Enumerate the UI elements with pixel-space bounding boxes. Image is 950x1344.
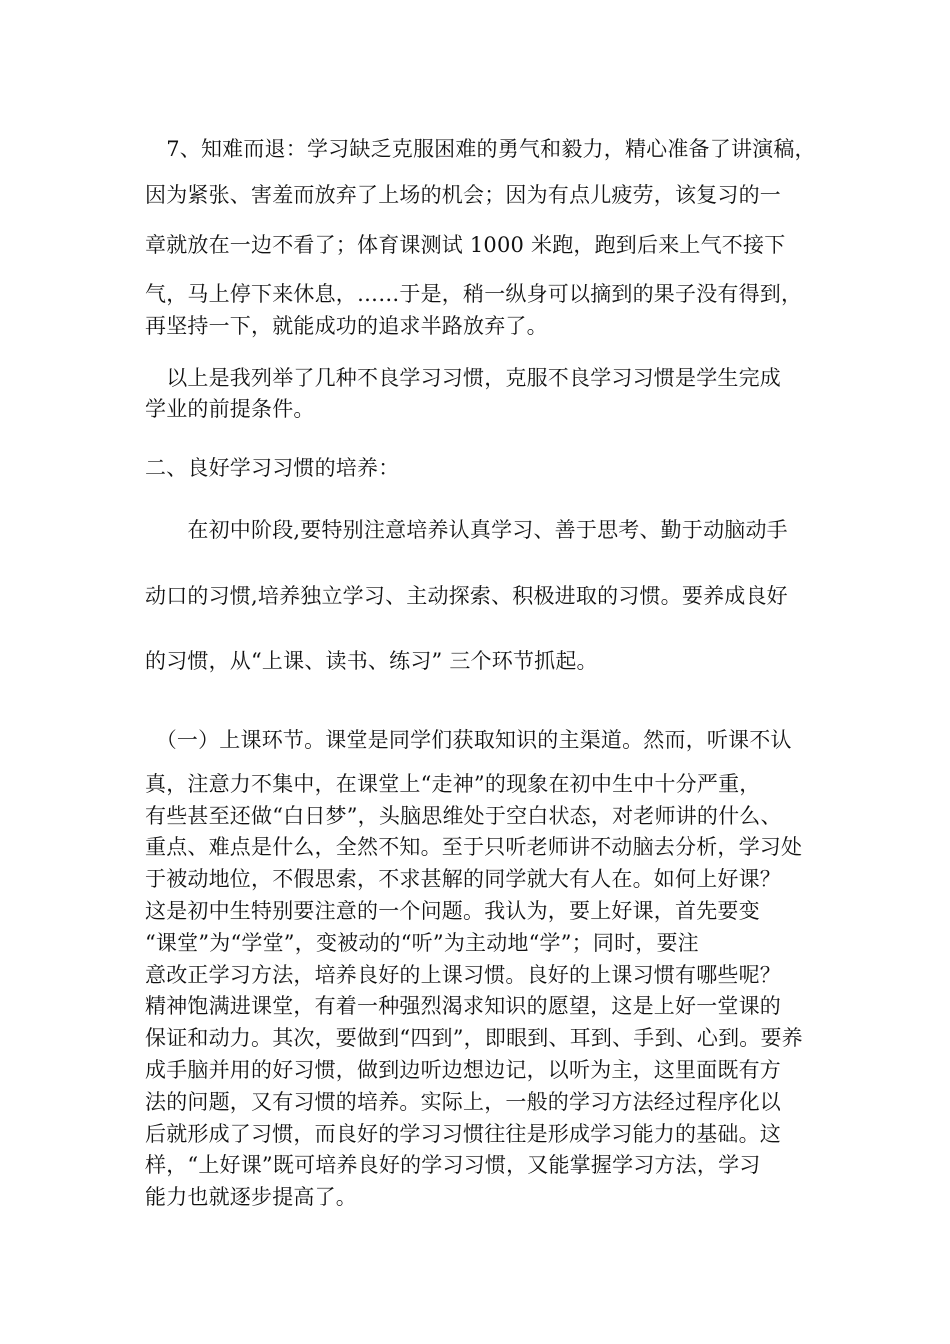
paragraph-line: 7、知难而退：学习缺乏克服困难的勇气和毅力，精心准备了讲演稿，: [145, 137, 816, 161]
paragraph-line: 法的问题，又有习惯的培养。实际上，一般的学习方法经过程序化以: [145, 1090, 781, 1114]
paragraph-line: 再坚持一下，就能成功的追求半路放弃了。: [145, 314, 548, 338]
paragraph-line: 成手脑并用的好习惯，做到边听边想边记，以听为主，这里面既有方: [145, 1058, 781, 1082]
paragraph-line: 学业的前提条件。: [145, 397, 315, 421]
paragraph-line: 能力也就逐步提高了。: [145, 1185, 357, 1209]
paragraph-line: 真，注意力不集中，在课堂上“走神”的现象在初中生中十分严重，: [145, 772, 761, 796]
paragraph-line: 意改正学习方法，培养良好的上课习惯。良好的上课习惯有哪些呢？: [145, 963, 781, 987]
paragraph-line: 精神饱满进课堂，有着一种强烈渴求知识的愿望，这是上好一堂课的: [145, 994, 781, 1018]
paragraph-line: 重点、难点是什么，全然不知。至于只听老师讲不动脑去分析，学习处: [145, 835, 803, 859]
paragraph-line: 气，马上停下来休息，……于是，稍一纵身可以摘到的果子没有得到，: [145, 282, 803, 306]
paragraph-line: 于被动地位，不假思索，不求甚解的同学就大有人在。如何上好课？: [145, 867, 781, 891]
paragraph-line: 后就形成了习惯，而良好的学习习惯往往是形成学习能力的基础。这: [145, 1122, 781, 1146]
paragraph-line: 动口的习惯,培养独立学习、主动探索、积极进取的习惯。要养成良好: [145, 584, 788, 608]
paragraph-line: 这是初中生特别要注意的一个问题。我认为，要上好课，首先要变: [145, 899, 760, 923]
paragraph-line: 有些甚至还做“白日梦”，头脑思维处于空白状态，对老师讲的什么、: [145, 804, 782, 828]
paragraph-line: 保证和动力。其次，要做到“四到”，即眼到、耳到、手到、心到。要养: [145, 1026, 803, 1050]
paragraph-line: 样，“上好课”既可培养良好的学习习惯，又能掌握学习方法，学习: [145, 1153, 761, 1177]
section-heading: 二、良好学习习惯的培养：: [145, 456, 400, 480]
paragraph-line: 以上是我列举了几种不良学习习惯，克服不良学习习惯是学生完成: [145, 366, 781, 390]
paragraph-line: 因为紧张、害羞而放弃了上场的机会；因为有点儿疲劳，该复习的一: [145, 183, 781, 207]
paragraph-line: 章就放在一边不看了；体育课测试 1000 米跑，跑到后来上气不接下: [145, 233, 786, 257]
paragraph-line: 在初中阶段,要特别注意培养认真学习、善于思考、勤于动脑动手: [145, 518, 788, 542]
paragraph-line: 的习惯，从“上课、读书、练习” 三个环节抓起。: [145, 649, 598, 673]
paragraph-line: （一）上课环节。课堂是同学们获取知识的主渠道。然而，听课不认: [145, 728, 792, 752]
paragraph-line: “课堂”为“学堂”，变被动的“听”为主动地“学”；同时，要注: [145, 931, 699, 955]
